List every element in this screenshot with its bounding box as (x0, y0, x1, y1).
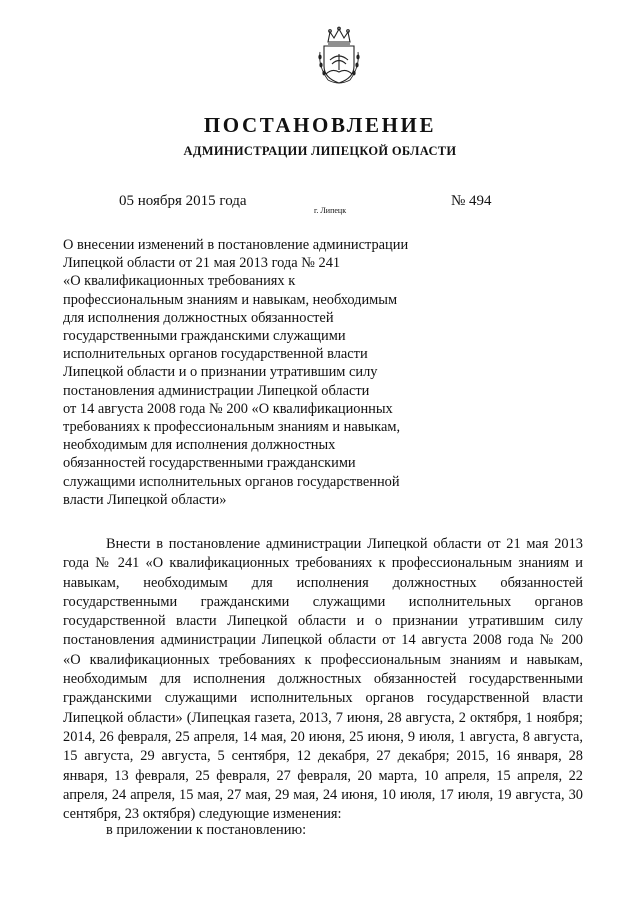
heading-line: «О квалификационных требованиях к (63, 273, 296, 290)
document-title: ПОСТАНОВЛЕНИЕ (203, 113, 437, 137)
body-line: государственной власти Липецкой области и о признании утратившим силу (63, 613, 583, 630)
document-number: № 494 (451, 193, 492, 209)
document-city: г. Липецк (314, 206, 347, 215)
heading-line: обязанностей государственными гражданскими (63, 455, 356, 472)
heading-line: служащими исполнительных органов государственной (63, 473, 400, 490)
body-line: 15 августа, 29 августа, 5 сентября, 12 декабря, 27 декабря; 2015, 16 января, 28 (63, 748, 583, 765)
body-line: 2014, 26 февраля, 25 апреля, 14 мая, 20 июня, 25 июня, 9 июля, 1 августа, 8 августа, (63, 728, 583, 745)
body-line: постановления администрации Липецкой области от 14 августа 2008 года № 200 (63, 632, 583, 649)
heading-line: для исполнения должностных обязанностей (63, 309, 334, 326)
body-line: года № 241 «О квалификационных требованиях к профессиональным знаниям и (63, 555, 583, 572)
body-line: гражданскими служащими исполнительных органов государственной власти (63, 690, 583, 707)
appendix-intro: в приложении к постановлению: (106, 822, 307, 838)
body-line: необходимым для исполнения должностных обязанностей государственными (63, 671, 583, 688)
heading-line: Липецкой области от 21 мая 2013 года № 241 (63, 255, 341, 272)
heading-line: О внесении изменений в постановление администрации (63, 237, 409, 253)
heading-line: Липецкой области и о признании утратившим силу (63, 364, 378, 381)
body-line: «О квалификационных требованиях к профессиональным знаниям и навыкам, (63, 651, 583, 668)
heading-line: государственными гражданскими служащими (63, 328, 346, 345)
body-line: навыкам, необходимым для исполнения должностных обязанностей (63, 574, 583, 591)
document-date: 05 ноября 2015 года (119, 193, 247, 209)
resolution-heading (63, 236, 443, 509)
issuer-name: АДМИНИСТРАЦИИ ЛИПЕЦКОЙ ОБЛАСТИ (183, 144, 457, 158)
heading-line: от 14 августа 2008 года № 200 «О квалификационных (63, 400, 393, 417)
heading-line: необходимым для исполнения должностных (63, 437, 336, 454)
heading-line: власти Липецкой области» (63, 491, 227, 508)
heading-line: исполнительных органов государственной власти (63, 346, 368, 363)
body-line: апреля, 24 апреля, 15 мая, 27 мая, 29 мая, 24 июня, 10 июля, 17 июля, 19 августа, 30 (63, 786, 583, 803)
heading-line: постановления администрации Липецкой области (63, 382, 370, 399)
body-line: Внести в постановление администрации Липецкой области от 21 мая 2013 (106, 536, 583, 552)
body-line: Липецкой области» (Липецкая газета, 2013, 7 июня, 28 августа, 2 октября, 1 ноября; (63, 709, 583, 726)
body-line: января, 13 февраля, 25 февраля, 27 февраля, 20 марта, 10 апреля, 15 апреля, 22 (63, 767, 583, 784)
heading-line: требованиях к профессиональным знаниям и навыкам, (63, 419, 401, 436)
body-line: государственными гражданскими служащими исполнительных органов (63, 593, 583, 610)
body-paragraph (63, 535, 583, 824)
heading-line: профессиональным знаниям и навыкам, необходимым (63, 291, 398, 308)
body-line: сентября, 23 октября) следующие изменения: (63, 806, 342, 823)
lipetsk-coat-of-arms-icon (316, 26, 362, 86)
